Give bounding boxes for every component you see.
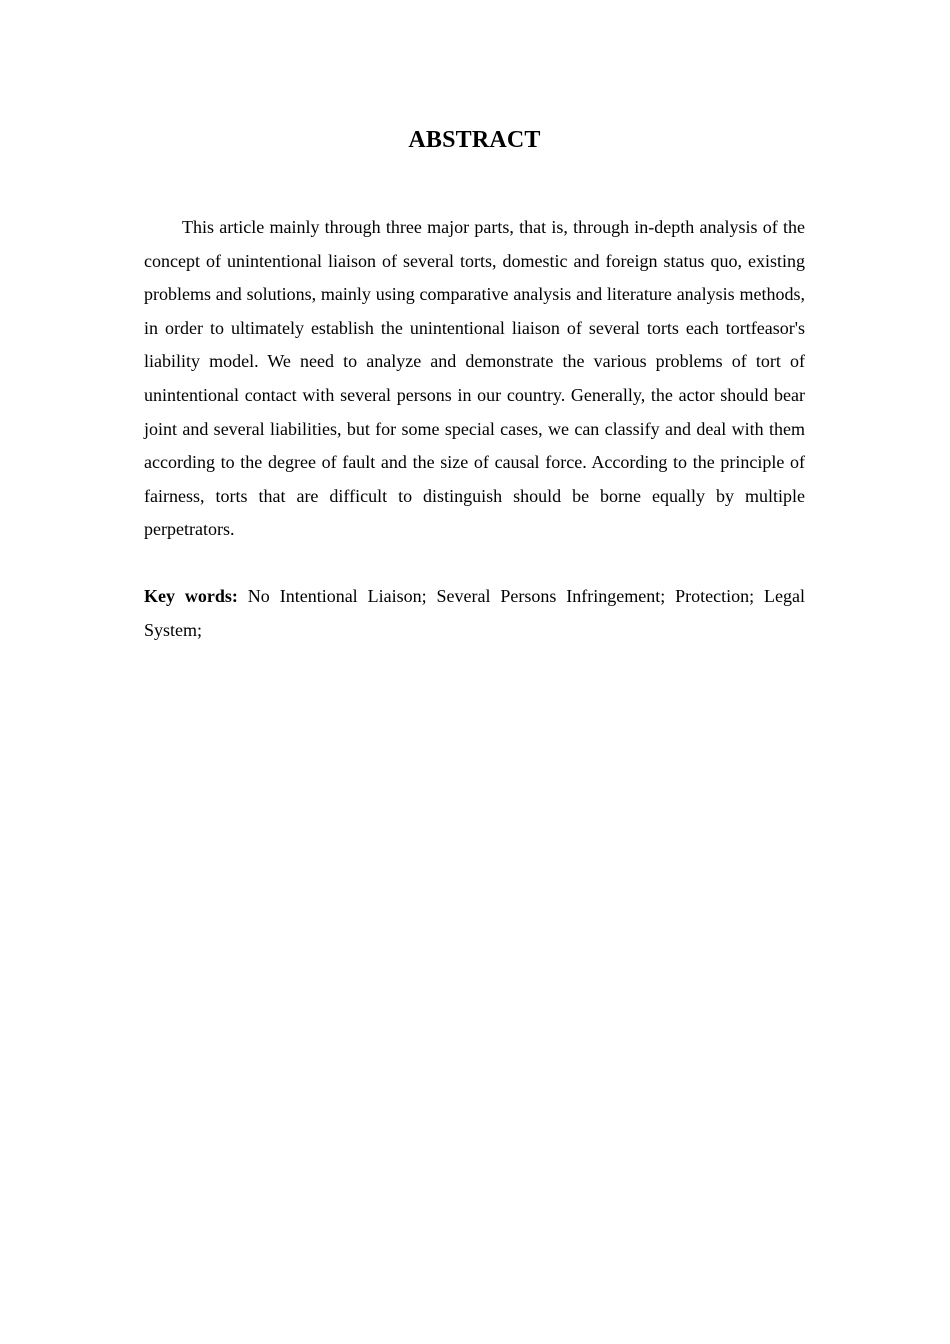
abstract-section	[144, 122, 805, 647]
keywords-label: Key words:	[144, 585, 238, 606]
keywords-paragraph	[144, 580, 805, 647]
keywords-text: No Intentional Liaison; Several Persons Infringement; Protection; Legal System;	[144, 585, 806, 640]
abstract-body: This article mainly through three major parts, that is, through in-depth analysis of the concept of unintentional liaison of several torts, domestic and foreign status quo, existing problems and solutions, mainly using comparative analysis and literature analysis methods, in order to ultimately establish the unintentional liaison of several torts each tortfeasor's liability model. We need to analyze and demonstrate the various problems of tort of unintentional contact with several persons in our country. Generally, the actor should bear joint and several liabilities, but for some special cases, we can classify and deal with them according to the degree of fault and the size of causal force. According to the principle of fairness, torts that are difficult to distinguish should be borne equally by multiple perpetrators.	[144, 217, 805, 540]
abstract-title: ABSTRACT	[408, 127, 541, 153]
